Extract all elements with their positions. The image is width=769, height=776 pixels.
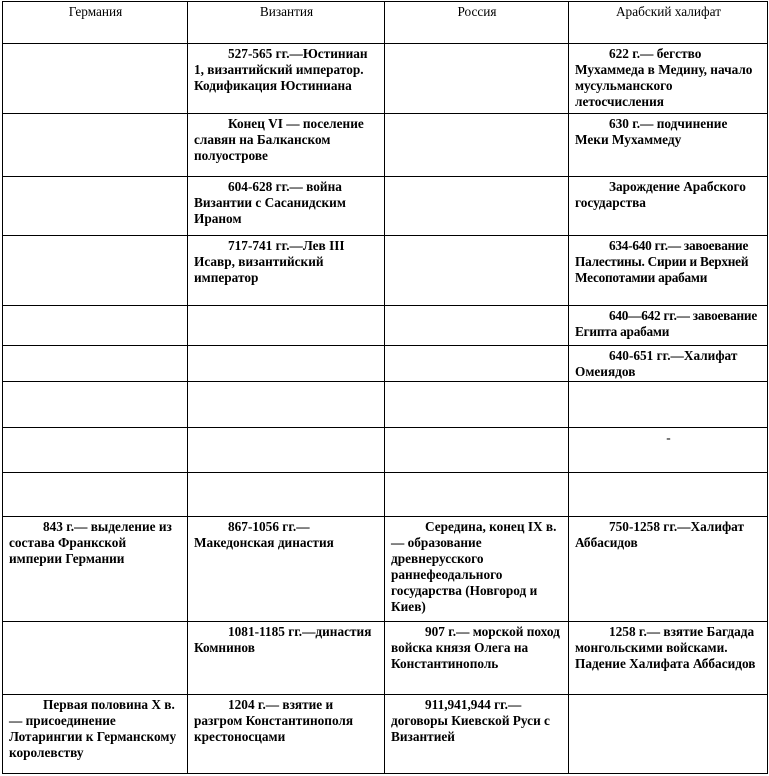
header-arab-caliphate: Арабский халифат xyxy=(569,2,768,44)
cell-text: 640-651 гг.—Халифат Омеиядов xyxy=(575,348,738,379)
header-germany: Германия xyxy=(3,2,188,44)
cell-germany xyxy=(3,382,188,428)
cell-arab-caliphate xyxy=(569,306,768,346)
cell-byzantium xyxy=(188,382,385,428)
cell-germany xyxy=(3,114,188,177)
table-row xyxy=(3,382,768,428)
cell-text: 630 г.— подчинение Меки Мухаммеду xyxy=(575,116,728,147)
cell-text: Конец VI — поселение славян на Балканском полуострове xyxy=(194,116,364,163)
cell-germany xyxy=(3,306,188,346)
cell-byzantium xyxy=(188,44,385,114)
cell-text: Середина, конец IX в.— образование древнерусского раннефеодального государства (Новгород и Киев) xyxy=(391,519,557,614)
cell-text: 1258 г.— взятие Багдада монгольскими войсками. Падение Халифата Аббасидов xyxy=(575,624,756,671)
cell-byzantium xyxy=(188,306,385,346)
cell-text: 604-628 гг.— война Византии с Сасанидским Ираном xyxy=(194,179,346,226)
cell-text: 907 г.— морской поход войска князя Олега на Константинополь xyxy=(391,624,560,671)
cell-arab-caliphate xyxy=(569,236,768,306)
cell-arab-caliphate xyxy=(569,177,768,236)
table-row xyxy=(3,44,768,114)
cell-text: 634-640 гг.— завоевание Палестины. Сирии и Верхней Месопотамии арабами xyxy=(575,238,749,285)
cell-byzantium xyxy=(188,695,385,774)
cell-byzantium xyxy=(188,346,385,382)
cell-arab-caliphate xyxy=(569,695,768,774)
dash-mark: - xyxy=(666,430,671,445)
header-russia: Россия xyxy=(385,2,569,44)
cell-text: 717-741 гг.—Лев III Исавр, византийский император xyxy=(194,238,345,285)
cell-germany xyxy=(3,236,188,306)
cell-germany xyxy=(3,44,188,114)
table-row xyxy=(3,473,768,517)
table-row xyxy=(3,177,768,236)
header-byzantium: Византия xyxy=(188,2,385,44)
cell-text: 911,941,944 гг.— договоры Киевской Руси с Византией xyxy=(391,697,550,744)
cell-germany xyxy=(3,622,188,695)
chronology-table xyxy=(2,1,768,774)
cell-germany xyxy=(3,695,188,774)
cell-arab-caliphate xyxy=(569,114,768,177)
cell-germany xyxy=(3,177,188,236)
cell-byzantium xyxy=(188,428,385,473)
cell-russia xyxy=(385,346,569,382)
table-row xyxy=(3,306,768,346)
cell-arab-caliphate xyxy=(569,44,768,114)
cell-byzantium xyxy=(188,177,385,236)
header-row xyxy=(3,2,768,44)
cell-germany xyxy=(3,346,188,382)
cell-russia xyxy=(385,622,569,695)
cell-russia xyxy=(385,382,569,428)
cell-text: Первая половина X в.— присоединение Лотарингии к Германскому королевству xyxy=(9,697,177,760)
table-row xyxy=(3,236,768,306)
cell-russia xyxy=(385,114,569,177)
cell-arab-caliphate xyxy=(569,346,768,382)
cell-russia xyxy=(385,44,569,114)
cell-text: 750-1258 гг.—Халифат Аббасидов xyxy=(575,519,745,550)
cell-text: 527-565 гг.—Юстиниан 1, византийский император. Кодификация Юстиниана xyxy=(194,46,368,93)
cell-russia xyxy=(385,428,569,473)
cell-byzantium xyxy=(188,114,385,177)
cell-text: Зарождение Арабского государства xyxy=(575,179,746,210)
table-row xyxy=(3,517,768,622)
table-row xyxy=(3,622,768,695)
cell-text: 622 г.— бегство Мухаммеда в Медину, начало мусульманского летосчисления xyxy=(575,46,753,109)
cell-byzantium xyxy=(188,517,385,622)
cell-byzantium xyxy=(188,622,385,695)
cell-russia xyxy=(385,306,569,346)
cell-germany xyxy=(3,473,188,517)
cell-arab-caliphate xyxy=(569,473,768,517)
table-row xyxy=(3,695,768,774)
cell-text: 843 г.— выделение из состава Франкской империи Германии xyxy=(9,519,172,566)
cell-arab-caliphate xyxy=(569,517,768,622)
cell-text: 1204 г.— взятие и разгром Константинополя крестоносцами xyxy=(194,697,354,744)
cell-russia xyxy=(385,473,569,517)
cell-arab-caliphate xyxy=(569,428,768,473)
cell-germany xyxy=(3,517,188,622)
table-row xyxy=(3,428,768,473)
cell-text: 867-1056 гг.— Македонская династия xyxy=(194,519,334,550)
cell-russia xyxy=(385,695,569,774)
cell-arab-caliphate xyxy=(569,622,768,695)
cell-text: 640—642 гг.— завоевание Египта арабами xyxy=(575,308,757,339)
table-row xyxy=(3,114,768,177)
cell-russia xyxy=(385,177,569,236)
cell-russia xyxy=(385,517,569,622)
cell-byzantium xyxy=(188,236,385,306)
cell-byzantium xyxy=(188,473,385,517)
cell-text: 1081-1185 гг.—династия Комнинов xyxy=(194,624,372,655)
cell-russia xyxy=(385,236,569,306)
table-row xyxy=(3,346,768,382)
cell-arab-caliphate xyxy=(569,382,768,428)
cell-germany xyxy=(3,428,188,473)
